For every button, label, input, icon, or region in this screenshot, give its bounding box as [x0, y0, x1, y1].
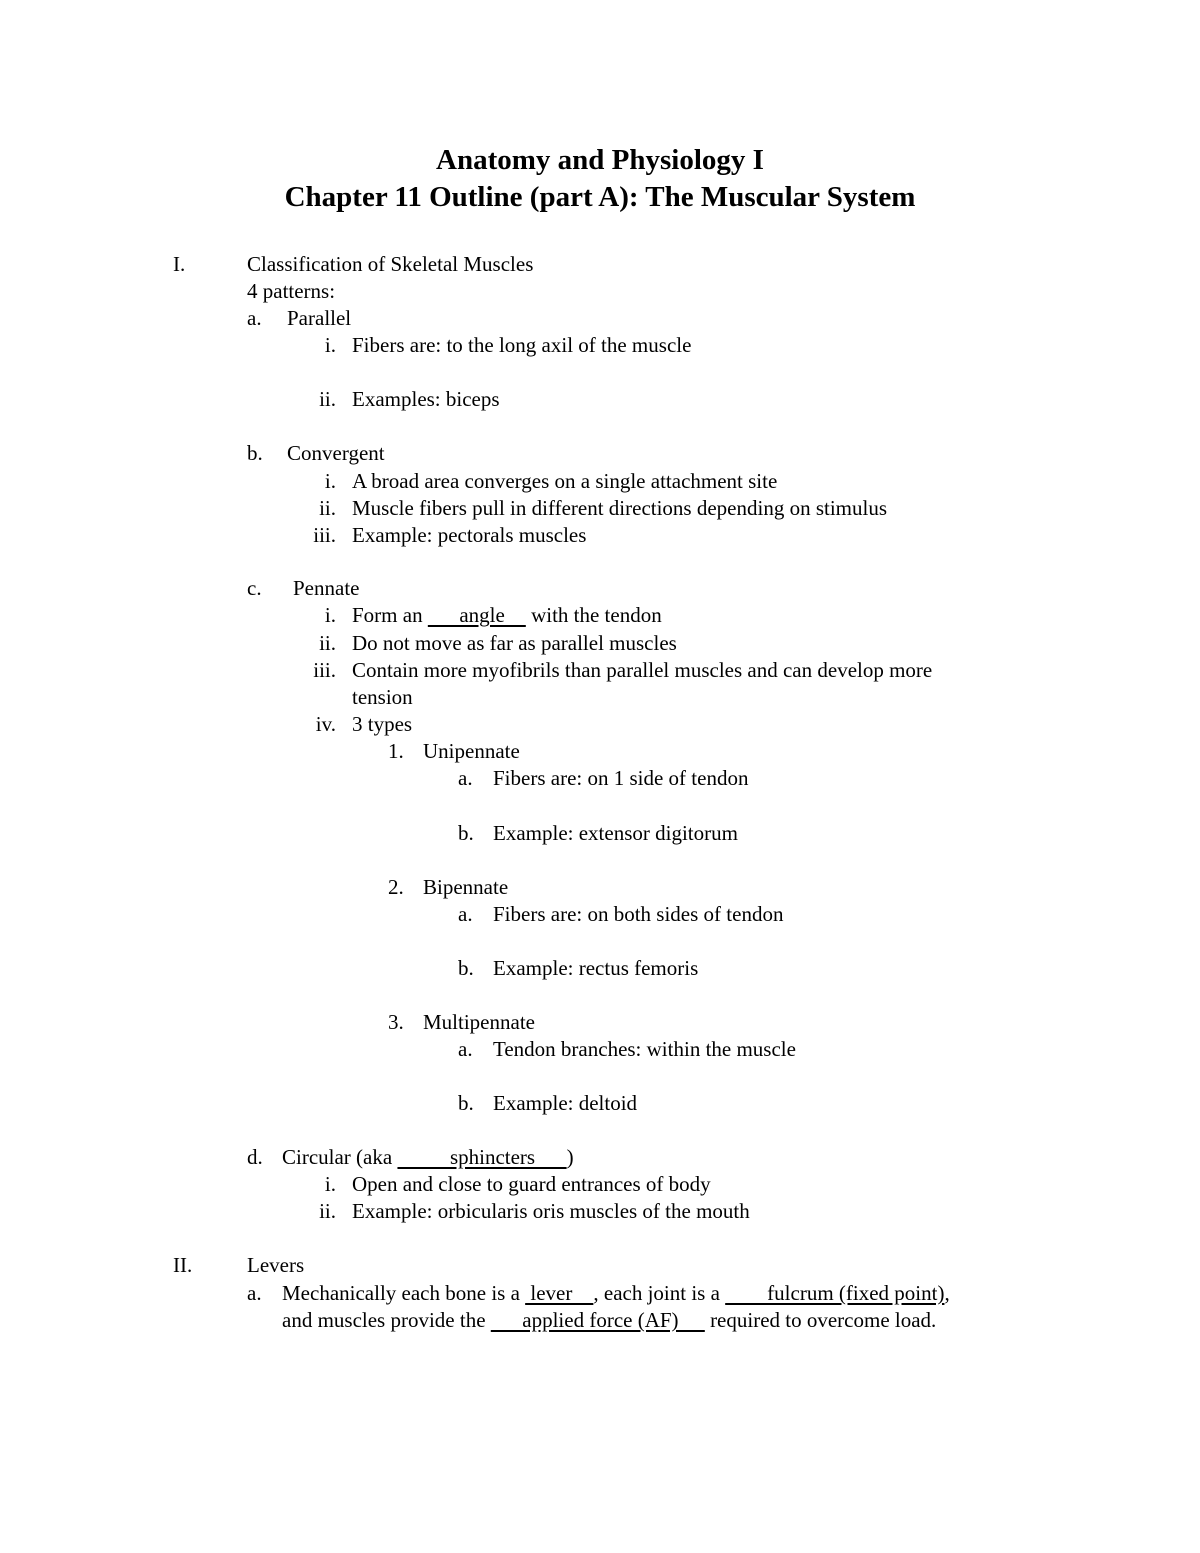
item-marker: ii. — [319, 1199, 336, 1223]
item-marker: b. — [458, 956, 474, 980]
outline-item: Bipennate — [423, 875, 509, 899]
item-marker: i. — [324, 1172, 336, 1196]
item-marker: 2. — [388, 875, 404, 899]
outline-item: Unipennate — [423, 739, 520, 763]
outline-text: 3 types — [352, 712, 413, 736]
item-marker: c. — [247, 576, 262, 600]
outline-text: Examples: biceps — [352, 387, 500, 411]
outline-text: Open and close to guard entrances of body — [352, 1172, 711, 1196]
text-fragment: , each joint is a — [593, 1281, 726, 1305]
item-marker: iii. — [313, 523, 336, 547]
text-fragment: and muscles provide the — [282, 1308, 491, 1332]
text-fragment: with the tendon — [525, 603, 662, 627]
item-marker: ii. — [319, 631, 336, 655]
outline-text: Example: deltoid — [493, 1091, 638, 1115]
fill-in-blank-answer: sphincters — [397, 1145, 567, 1169]
fill-in-blank-answer: fulcrum (fixed point) — [725, 1281, 945, 1305]
item-marker: 1. — [388, 739, 404, 763]
outline-item: Parallel — [287, 306, 352, 330]
item-marker: i. — [324, 333, 336, 357]
item-marker: b. — [458, 821, 474, 845]
item-marker: ii. — [319, 387, 336, 411]
outline-text: A broad area converges on a single attachment site — [352, 469, 778, 493]
text-fragment: required to overcome load. — [704, 1308, 937, 1332]
text-fragment: Mechanically each bone is a — [282, 1281, 526, 1305]
outline-text: Fibers are: on both sides of tendon — [493, 902, 784, 926]
section-marker: I. — [173, 252, 186, 276]
document-subtitle: Chapter 11 Outline (part A): The Muscular System — [284, 181, 916, 213]
outline-item: Multipennate — [423, 1010, 535, 1034]
outline-item: Convergent — [287, 441, 385, 465]
outline-text: Example: pectorals muscles — [352, 523, 587, 547]
outline-text — [282, 1307, 936, 1333]
outline-text: Fibers are: to the long axil of the muscle — [352, 333, 692, 357]
item-marker: a. — [458, 1037, 473, 1061]
outline-text: Example: rectus femoris — [493, 956, 699, 980]
text-fragment: Form an — [352, 603, 428, 627]
section-heading: Levers — [247, 1253, 305, 1277]
document-title: Anatomy and Physiology I — [436, 144, 764, 176]
fill-in-blank-answer: lever — [525, 1281, 594, 1305]
item-marker: ii. — [319, 496, 336, 520]
item-marker: a. — [247, 306, 262, 330]
fill-in-blank-answer: angle — [427, 603, 526, 627]
section-heading: Classification of Skeletal Muscles — [247, 252, 534, 276]
item-marker: iv. — [315, 712, 336, 736]
text-fragment: Circular (aka — [282, 1145, 398, 1169]
item-marker: a. — [458, 766, 473, 790]
outline-text — [282, 1280, 950, 1306]
item-marker: a. — [458, 902, 473, 926]
section-marker: II. — [173, 1253, 193, 1277]
item-marker: i. — [324, 469, 336, 493]
outline-item — [282, 1144, 574, 1170]
fill-in-blank-answer: applied force (AF) — [490, 1308, 705, 1332]
item-marker: b. — [247, 441, 263, 465]
outline-text: Do not move as far as parallel muscles — [352, 631, 677, 655]
item-marker: i. — [324, 603, 336, 627]
outline-text: tension — [352, 685, 413, 709]
item-marker: iii. — [313, 658, 336, 682]
item-marker: d. — [247, 1145, 263, 1169]
outline-item: Pennate — [293, 576, 360, 600]
outline-text: Example: extensor digitorum — [493, 821, 738, 845]
outline-text: Example: orbicularis oris muscles of the mouth — [352, 1199, 750, 1223]
outline-text: Contain more myofibrils than parallel muscles and can develop more — [352, 658, 933, 682]
outline-text: Fibers are: on 1 side of tendon — [493, 766, 749, 790]
item-marker: b. — [458, 1091, 474, 1115]
outline-text: 4 patterns: — [247, 279, 336, 303]
item-marker: a. — [247, 1281, 262, 1305]
text-fragment: , — [944, 1281, 950, 1305]
text-fragment: ) — [566, 1145, 574, 1169]
outline-text: Muscle fibers pull in different directions depending on stimulus — [352, 496, 888, 520]
item-marker: 3. — [388, 1010, 404, 1034]
outline-text: Tendon branches: within the muscle — [493, 1037, 796, 1061]
outline-text — [352, 602, 662, 628]
